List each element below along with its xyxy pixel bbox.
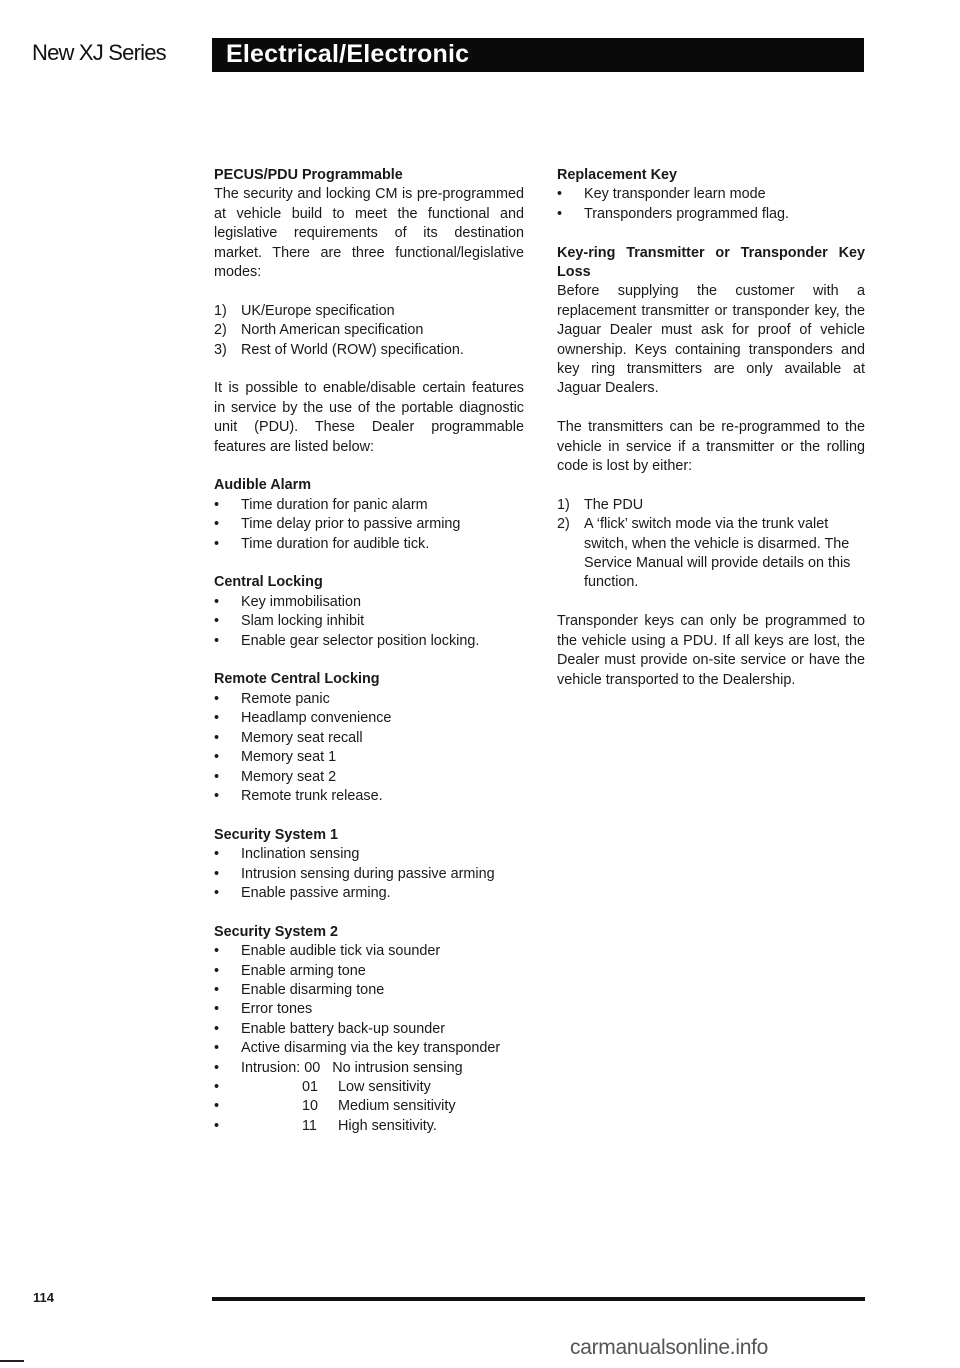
list-item: • Error tones bbox=[214, 1000, 524, 1019]
security2-list bbox=[214, 942, 524, 1078]
list-item: • Memory seat 1 bbox=[214, 748, 524, 767]
list-item: • Time duration for panic alarm bbox=[214, 496, 524, 515]
replacement-list bbox=[557, 185, 865, 224]
list-item: 1) The PDU bbox=[557, 496, 644, 513]
security1-list bbox=[214, 845, 524, 903]
modes-list bbox=[214, 302, 524, 360]
list-item: • Active disarming via the key transponder bbox=[214, 1039, 524, 1058]
corner-mark bbox=[0, 1360, 24, 1362]
list-item: • Intrusion: 00 No intrusion sensing bbox=[214, 1059, 524, 1078]
replacement-heading: Replacement Key bbox=[557, 167, 677, 183]
features-paragraph: It is possible to enable/disable certain features in service by the use of the portable diagnostic unit (PDU). These Dealer programmable features are listed below: bbox=[214, 380, 524, 455]
list-item: • Time delay prior to passive arming bbox=[214, 515, 524, 534]
list-item: • Intrusion sensing during passive arming bbox=[214, 865, 524, 884]
central-list bbox=[214, 593, 524, 651]
list-item: • Enable gear selector position locking. bbox=[214, 632, 524, 651]
list-item: • Enable battery back-up sounder bbox=[214, 1020, 524, 1039]
audible-heading: Audible Alarm bbox=[214, 477, 312, 494]
methods-list bbox=[557, 496, 865, 593]
list-item: • Enable passive arming. bbox=[214, 884, 524, 903]
list-item: • Transponders programmed flag. bbox=[557, 205, 865, 224]
list-item: • Enable arming tone bbox=[214, 962, 524, 981]
list-item: • Key immobilisation bbox=[214, 593, 524, 612]
list-item: • Remote trunk release. bbox=[214, 787, 524, 806]
page-number: 114 bbox=[33, 1290, 54, 1305]
loss-heading: Key-ring Transmitter or Transponder Key Loss bbox=[557, 244, 865, 281]
list-item: • Inclination sensing bbox=[214, 845, 524, 864]
security2-heading: Security System 2 bbox=[214, 923, 338, 940]
footer-rule bbox=[212, 1297, 865, 1301]
section-title: Electrical/Electronic bbox=[226, 40, 470, 68]
list-item: • Key transponder learn mode bbox=[557, 185, 865, 204]
code-row: • 01 Low sensitivity bbox=[214, 1078, 524, 1097]
list-item: 3) Rest of World (ROW) specification. bbox=[214, 341, 464, 358]
security1-heading: Security System 1 bbox=[214, 826, 338, 843]
list-item: • Enable audible tick via sounder bbox=[214, 942, 524, 961]
list-item: • Memory seat 2 bbox=[214, 768, 524, 787]
loss-paragraph: Before supplying the customer with a replacement transmitter or transponder key, the Jaguar Dealer must ask for proof of vehicle ownership. Keys containing transponders and key ring transmitters are only available at Jaguar Dealers. bbox=[557, 283, 865, 397]
list-item: • Time duration for audible tick. bbox=[214, 535, 524, 554]
remote-list bbox=[214, 690, 524, 806]
intrusion-codes bbox=[214, 1078, 524, 1136]
list-item: 2) A ‘flick’ switch mode via the trunk valet switch, when the vehicle is disarmed. The Service Manual will provide details on this function. bbox=[557, 516, 851, 591]
central-heading: Central Locking bbox=[214, 574, 323, 591]
code-row: • 10 Medium sensitivity bbox=[214, 1097, 524, 1116]
list-item: 1) UK/Europe specification bbox=[214, 302, 395, 319]
list-item: • Slam locking inhibit bbox=[214, 612, 524, 631]
series-title: New XJ Series bbox=[32, 40, 166, 65]
watermark: carmanualsonline.info bbox=[570, 1336, 768, 1359]
section-banner bbox=[212, 38, 864, 72]
list-item: • Enable disarming tone bbox=[214, 981, 524, 1000]
left-column bbox=[214, 166, 524, 1136]
list-item: 2) North American specification bbox=[214, 322, 424, 339]
list-item: • Headlamp convenience bbox=[214, 709, 524, 728]
transponder-paragraph: Transponder keys can only be programmed to the vehicle using a PDU. If all keys are lost, the Dealer must provide on-site service or have the vehicle transported to the Dealership. bbox=[557, 613, 865, 688]
list-item: • Remote panic bbox=[214, 690, 524, 709]
reprogram-paragraph: The transmitters can be re-programmed to the vehicle in service if a transmitter or the rolling code is lost by either: bbox=[557, 419, 865, 475]
remote-heading: Remote Central Locking bbox=[214, 671, 380, 688]
pecus-heading: PECUS/PDU Programmable bbox=[214, 167, 403, 183]
pecus-paragraph: The security and locking CM is pre-programmed at vehicle build to meet the functional and legislative requirements of its destination market. There are three functional/legislative modes: bbox=[214, 186, 524, 281]
list-item: • Memory seat recall bbox=[214, 729, 524, 748]
audible-list bbox=[214, 496, 524, 554]
right-column bbox=[557, 166, 865, 690]
code-row: • 11 High sensitivity. bbox=[214, 1117, 524, 1136]
